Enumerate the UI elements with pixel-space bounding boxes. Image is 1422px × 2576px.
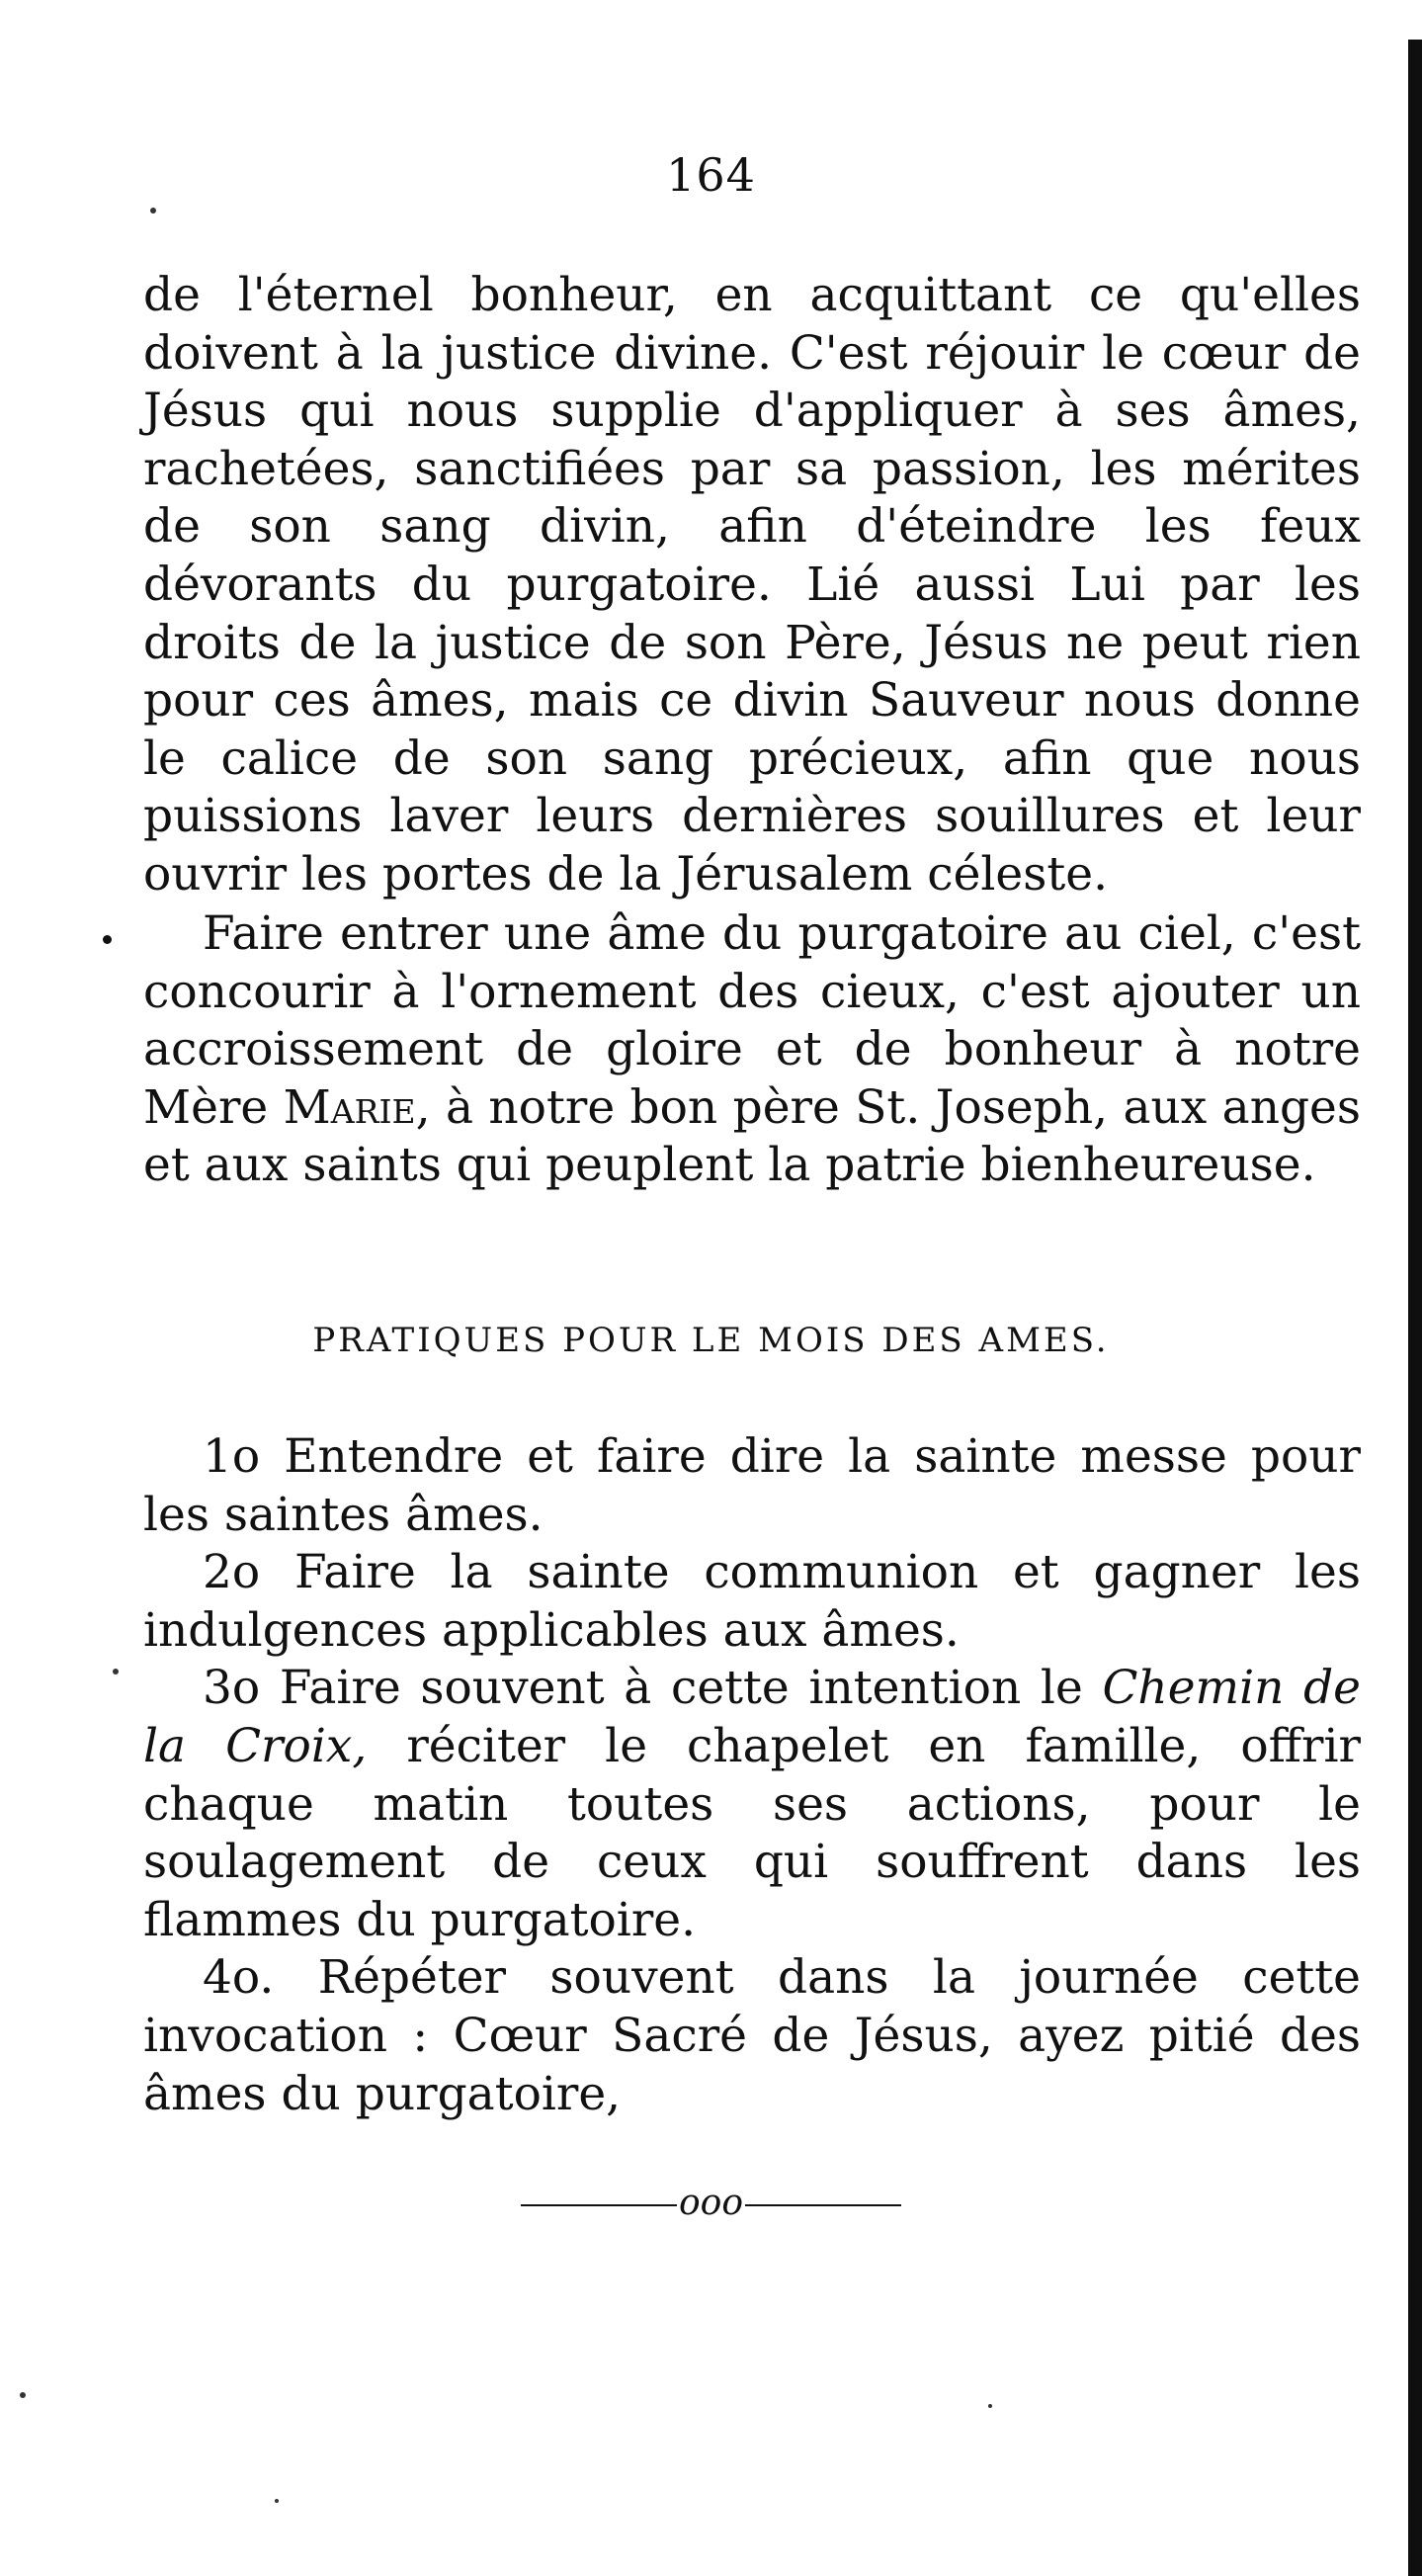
practice-text-after: réciter le chapelet en famille, offrir chaque matin toutes ses actions, pour le soulagement de ceux qui souffrent dans les flammes du purgatoire. — [143, 1718, 1361, 1947]
ornament-rule-left — [521, 2204, 677, 2206]
speck — [275, 2499, 279, 2503]
section-heading: PRATIQUES POUR LE MOIS DES AMES. — [312, 1321, 1110, 1360]
paragraph-second — [143, 905, 1361, 1195]
practice-item — [143, 1428, 1361, 1544]
practice-text-before: Faire souvent à cette intention le — [279, 1661, 1103, 1716]
ornament-rule-right — [745, 2204, 901, 2206]
practice-number: 4o. — [203, 1950, 275, 2006]
practice-item — [143, 1949, 1361, 2123]
practice-number: 2o — [203, 1545, 261, 1600]
practice-item — [143, 1544, 1361, 1660]
bullet-mark — [103, 935, 112, 944]
practice-number: 1o — [203, 1429, 261, 1484]
practice-text: Faire la sainte communion et gagner les indulgences applicables aux âmes. — [143, 1545, 1361, 1658]
speck — [113, 1669, 119, 1674]
speck — [150, 208, 156, 214]
practice-item — [143, 1660, 1361, 1949]
practice-text: Entendre et faire dire la sainte messe pour les saintes âmes. — [143, 1429, 1361, 1542]
paragraph-main: de l'éternel bonheur, en acquittant ce qu'elles doivent à la justice divine. C'est réjouir le cœur de Jésus qui nous supplie d'appliquer à ses âmes, rachetées, sanctifiées par sa passion, les mérites de son sang divin, afin d'éteindre les feux dévorants du purgatoire. Lié aussi Lui par les droits de la justice de son Père, Jésus ne peut rien pour ces âmes, mais ce divin Sauveur nous donne le calice de son sang précieux, afin que nous puissions laver leurs dernières souillures et leur ouvrir les portes de la Jérusalem céleste. — [143, 268, 1361, 902]
ornament-text: ooo — [678, 2183, 744, 2223]
practices-list — [143, 1428, 1361, 2123]
page-number: 164 — [666, 148, 756, 202]
speck — [20, 2392, 26, 2398]
practice-number: 3o — [203, 1661, 261, 1716]
paragraph-second-before: Faire entrer une âme du purgatoire au ciel, c'est concourir à l'ornement des cieux, c'est ajouter un accroissement de gloire et de bonheur à notre Mère — [143, 906, 1361, 1135]
practice-text: Répéter souvent dans la journée cette invocation : Cœur Sacré de Jésus, ayez pitié des âmes du purgatoire, — [143, 1950, 1361, 2121]
paragraph-second-after: , à notre bon père St. Joseph, aux anges et aux saints qui peuplent la patrie bienheureuse. — [143, 1079, 1361, 1193]
speck — [988, 2404, 992, 2408]
end-ornament — [0, 2183, 1422, 2223]
name-marie: Marie — [283, 1079, 416, 1135]
practice-text-italic: Chemin de la Croix, — [143, 1661, 1361, 1773]
